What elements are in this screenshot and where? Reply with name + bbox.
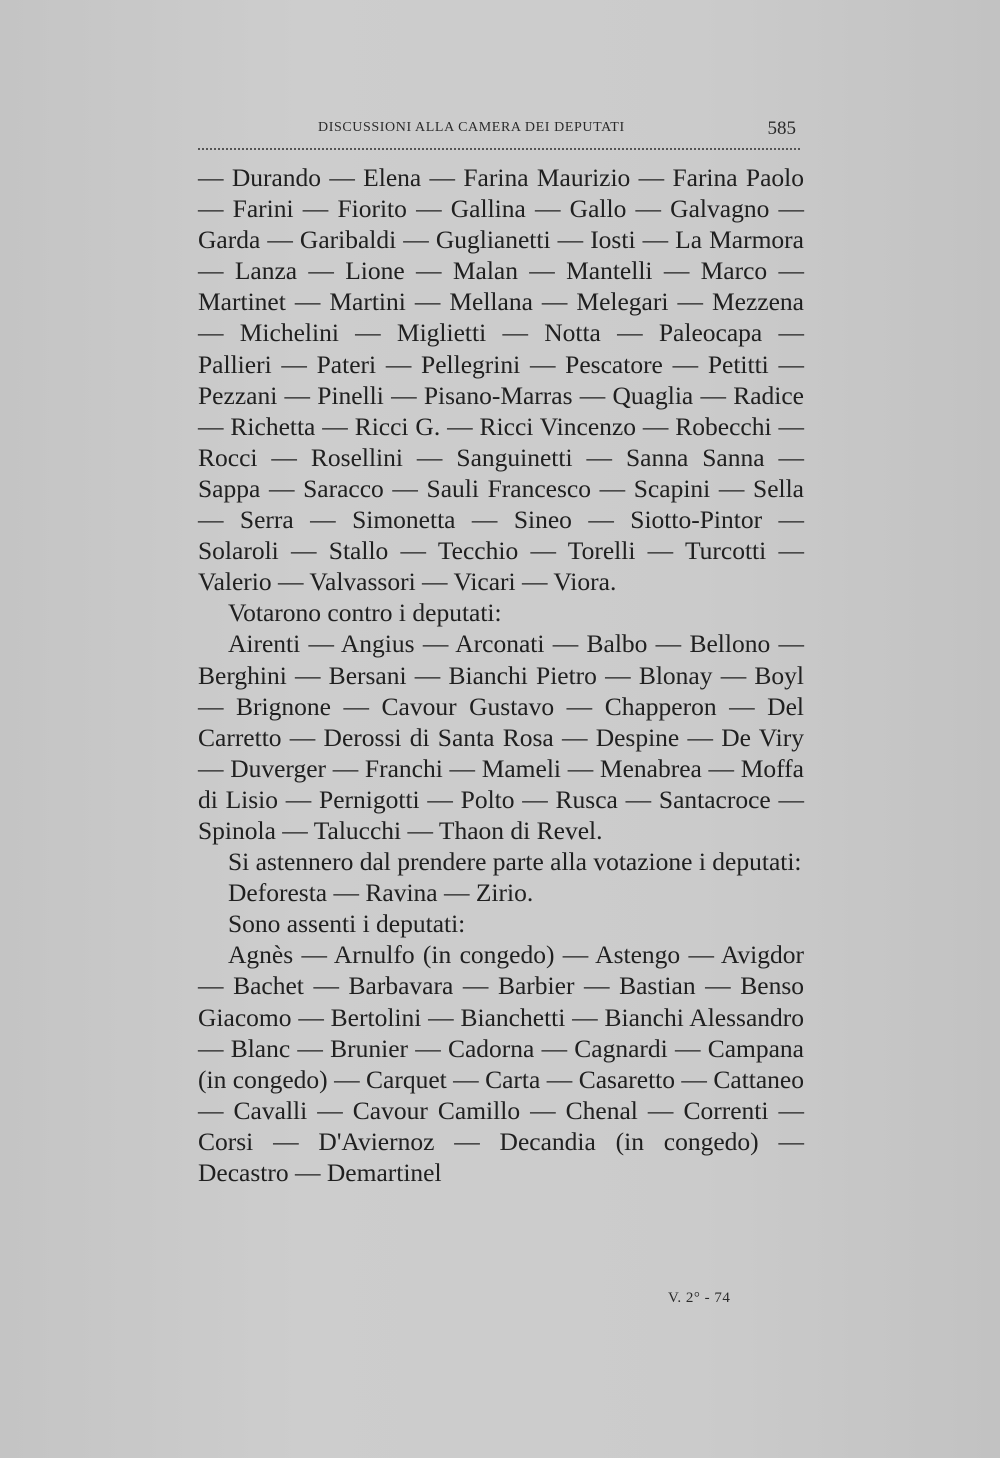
paragraph-voted-against-heading: Votarono contro i deputati: [228, 598, 502, 628]
paragraph-voted-against-list: Airenti — Angius — Arconati — Balbo — Bellono — Berghini — Bersani — Bianchi Pietro — Blonay — Boyl — Brignone — Cavour Gustavo — Chapperon — Del Carretto — Derossi di Santa Rosa — Despine — De Viry — Duverger — Franchi — Mameli — Menabrea — Moffa di Lisio — Pernigotti — Polto — Rusca — Santacroce — Spinola — Talucchi — Thaon di Revel. [198, 629, 804, 845]
header-rule [198, 148, 800, 150]
paragraph-abstained-heading: Si astennero dal prendere parte alla votazione i deputati: [228, 847, 802, 877]
paragraph-absent-heading: Sono assenti i deputati: [228, 909, 466, 939]
running-title: DISCUSSIONI ALLA CAMERA DEI DEPUTATI [318, 120, 625, 135]
page-number: 585 [767, 118, 796, 139]
paragraph-abstained-list: Deforesta — Ravina — Zirio. [228, 878, 534, 908]
printer-signature: V. 2° - 74 [668, 1290, 731, 1306]
paragraph-vote-list-continued: — Durando — Elena — Farina Maurizio — Farina Paolo — Farini — Fiorito — Gallina — Gallo — Galvagno — Garda — Garibaldi — Guglianetti — Iosti — La Marmora — Lanza — Lione — Malan — Mantelli — Marco — Martinet — Martini — Mellana — Melegari — Mezzena — Michelini — Miglietti — Notta — Paleocapa — Pallieri — Pateri — Pellegrini — Pescatore — Petitti — Pezzani — Pinelli — Pisano-Marras — Quaglia — Radice — Richetta — Ricci G. — Ricci Vincenzo — Robecchi — Rocci — Rosellini — Sanguinetti — Sanna Sanna — Sappa — Saracco — Sauli Francesco — Scapini — Sella — Serra — Simonetta — Sineo — Siotto-Pintor — Solaroli — Stallo — Tecchio — Torelli — Turcotti — Valerio — Valvassori — Vicari — Viora. [198, 163, 804, 597]
body-text [198, 162, 804, 1188]
paragraph-absent-list: Agnès — Arnulfo (in congedo) — Astengo — Avigdor — Bachet — Barbavara — Barbier — Bastian — Benso Giacomo — Bertolini — Bianchetti — Bianchi Alessandro — Blanc — Brunier — Cadorna — Cagnardi — Campana (in congedo) — Carquet — Carta — Casaretto — Cattaneo — Cavalli — Cavour Camillo — Chenal — Correnti — Corsi — D'Aviernoz — Decandia (in congedo) — Decastro — Demartinel [198, 940, 804, 1187]
page-header [318, 118, 798, 142]
